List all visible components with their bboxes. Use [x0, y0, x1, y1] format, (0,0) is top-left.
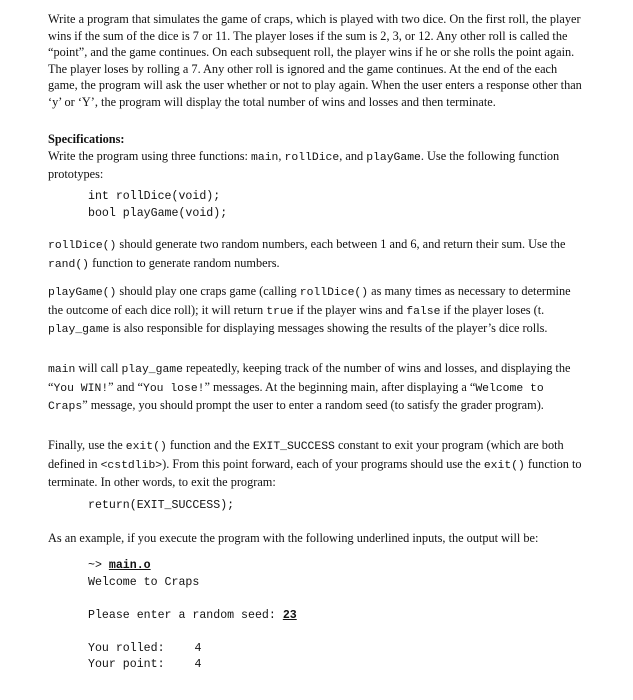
- prototype-playgame: bool playGame(void);: [88, 207, 228, 220]
- underlined-input-command: main.o: [108, 559, 151, 572]
- playgame-paragraph: playGame() should play one craps game (calling rollDice() as many times as necessary to determine the outcome of each dice roll); it will return true if the player wins and false if the player loses (t. play_game is also responsible for displaying messages showing the results of the player’s dice rolls.: [48, 284, 571, 336]
- exit-paragraph: Finally, use the exit() function and the EXIT_SUCCESS constant to exit your program (which are both defined in <cstdlib>). From this point forward, each of your programs should use the exit() function to terminate. In other words, to exit the program:: [48, 438, 582, 489]
- function-prototypes: [88, 188, 568, 222]
- rolldice-paragraph: rollDice() should generate two random numbers, each between 1 and 6, and return their sum. Use the rand() function to generate random numbers.: [48, 237, 566, 271]
- return-statement: return(EXIT_SUCCESS);: [88, 499, 235, 512]
- underlined-input-seed: 23: [282, 608, 297, 622]
- example-intro: As an example, if you execute the program with the following underlined inputs, the output will be:: [48, 531, 539, 545]
- main-paragraph: main will call play_game repeatedly, keeping track of the number of wins and losses, and displaying the “You WIN!” and “You lose!” messages. At the beginning main, after displaying a “Welcome to Craps” message, you should prompt the user to enter a random seed (to satisfy the grader program).: [48, 361, 571, 413]
- terminal-seed-line: Please enter a random seed: 23: [88, 608, 297, 622]
- terminal-output: [88, 558, 568, 674]
- specifications-paragraph: Write the program using three functions: main, rollDice, and playGame. Use the following function prototypes:: [48, 148, 560, 181]
- intro-paragraph: Write a program that simulates the game of craps, which is played with two dice. On the first roll, the player wins if the sum of the dice is 7 or 11. The player loses if the sum is 2, 3, or 12. Any other roll is called the “point”, and the game continues. On each subsequent roll, the player wins if he or she rolls the point again. The player loses by rolling a 7. Any other roll is ignored and the game continues. At the end of the each game, the program will ask the user whether or not to play again. When the user enters a response other than ‘y’ or ‘Y’, the program will display the total number of wins and losses and then terminate.: [48, 12, 582, 109]
- specifications-heading: Specifications:: [48, 132, 125, 146]
- terminal-rolled-line: You rolled: 4: [88, 641, 202, 655]
- terminal-point-line: Your point: 4: [88, 658, 202, 671]
- prototype-rolldice: int rollDice(void);: [88, 190, 221, 203]
- terminal-welcome: Welcome to Craps: [88, 575, 200, 589]
- terminal-command-line: ~> main.o: [88, 559, 151, 572]
- specifications-section: [48, 131, 588, 183]
